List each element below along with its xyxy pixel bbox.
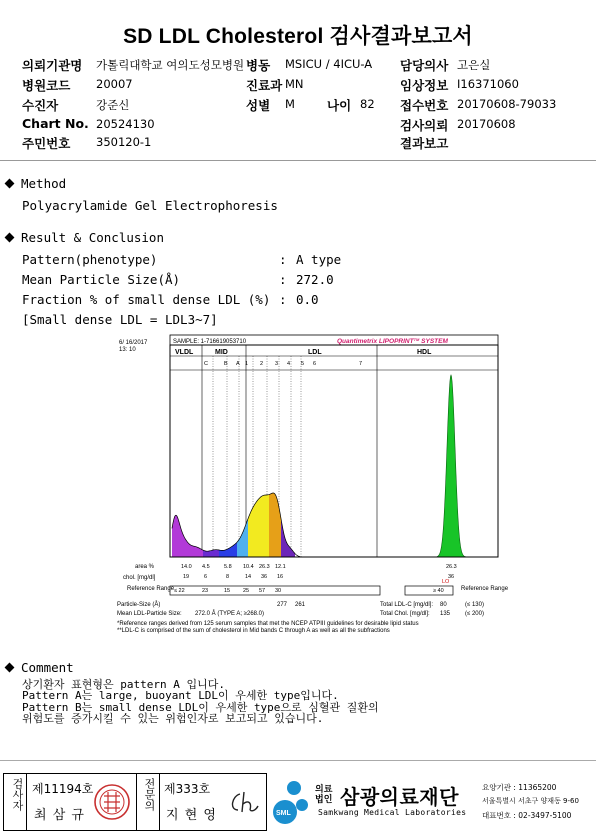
chol-value: 6 <box>204 574 208 580</box>
chol-value: 8 <box>226 574 230 580</box>
subband-label: 5 <box>301 361 305 367</box>
chart-time: 13: 10 <box>119 347 136 353</box>
specialist-label: 전문의 <box>143 778 156 811</box>
pattern-colon: : <box>279 252 287 267</box>
ward-value: MSICU / 4ICU-A <box>285 57 373 71</box>
area-value: 4.5 <box>202 564 210 570</box>
chol-flag: LO <box>442 579 450 585</box>
ldl2-peak <box>269 493 281 557</box>
chart-sample: SAMPLE: 1-716619053710 <box>173 339 247 345</box>
svg-text:SML: SML <box>276 810 291 817</box>
lipoprint-chart-svg <box>115 332 509 637</box>
particle-size-value: 272.0 <box>296 272 334 287</box>
fraction-value: 0.0 <box>296 292 319 307</box>
ref-value: ≤ 22 <box>174 588 185 594</box>
size-ldl2: 261 <box>295 602 306 608</box>
hospital-code-label: 병원코드 <box>22 78 71 93</box>
sml-logo-icon <box>272 779 310 825</box>
organization-block <box>272 777 594 829</box>
doctor-value: 고은실 <box>457 58 491 72</box>
org-code: 요양기관 : 11365200 <box>482 783 557 792</box>
bullet-diamond-icon <box>5 233 15 243</box>
receipt-value: 20170608-79033 <box>457 97 557 111</box>
footnote-1: *Reference ranges derived from 125 serum samples that met the NCEP ATPIII guidelines for desirable lipid status <box>117 621 419 627</box>
total-ldl-ref: (≤ 130) <box>465 602 484 608</box>
area-value: 10.4 <box>243 564 254 570</box>
chol-value: 14 <box>245 574 252 580</box>
area-value: 14.0 <box>181 564 192 570</box>
mid-a-peak <box>237 519 248 557</box>
specialist-name: 지 현 영 <box>166 808 217 823</box>
chol-value: 36 <box>261 574 268 580</box>
comment-line: Pattern A는 large, buoyant LDL이 우세한 type입니다. <box>22 689 339 702</box>
subband-label: B <box>224 361 228 367</box>
chol-value: 16 <box>277 574 284 580</box>
size-ldl1: 277 <box>277 602 288 608</box>
total-ldl-value: 80 <box>440 602 447 608</box>
org-phone: 대표번호 : 02-3497-5100 <box>482 811 572 820</box>
row-label-area: area % <box>135 564 155 570</box>
comment-line: 위험도를 증가시킬 수 있는 위험인자로 보고되고 있습니다. <box>22 712 324 725</box>
area-value: 12.1 <box>275 564 286 570</box>
sex-value: M <box>285 97 295 111</box>
age-label: 나이 <box>327 98 352 113</box>
method-heading: Method <box>6 176 66 191</box>
fraction-colon: : <box>279 292 287 307</box>
report-label: 결과보고 <box>400 136 449 151</box>
subband-label: C <box>204 361 208 367</box>
footer-divider <box>0 760 596 761</box>
inspector-name: 최 삼 규 <box>34 808 85 823</box>
sdldl-note: [Small dense LDL = LDL3~7] <box>22 312 218 327</box>
chart-date: 6/ 16/2017 <box>119 340 148 346</box>
request-value: 20170608 <box>457 117 516 131</box>
chart-brand: Quantimetrix LIPOPRINT™ SYSTEM <box>337 337 448 345</box>
area-value: 26.3 <box>259 564 270 570</box>
signature-icon <box>226 788 260 818</box>
method-text: Polyacrylamide Gel Electrophoresis <box>22 198 278 213</box>
patient-label: 수진자 <box>22 98 59 113</box>
dept-label: 진료과 <box>246 78 283 93</box>
subband-label: 1 <box>245 361 249 367</box>
pattern-label: Pattern(phenotype) <box>22 252 158 267</box>
subband-label: 6 <box>313 361 317 367</box>
subband-label: 4 <box>287 361 291 367</box>
bullet-diamond-icon <box>5 179 15 189</box>
ref-value: 23 <box>202 588 209 594</box>
bullet-diamond-icon <box>5 663 15 673</box>
dept-value: MN <box>285 77 304 91</box>
band-label-vldl: VLDL <box>175 349 194 356</box>
org-address: 서울특별시 서초구 양재동 9-60 <box>482 797 579 805</box>
comment-line: Pattern B는 small dense LDL이 우세한 type으로 심혈관 질환의 <box>22 701 379 714</box>
institution-value: 가톨릭대학교 여의도성모병원 <box>96 58 245 72</box>
footnote-2: **LDL-C is comprised of the sum of cholesterol in Mid bands C through A as well as all the subfractions <box>117 628 390 634</box>
signature-box <box>3 773 267 831</box>
band-label-ldl: LDL <box>308 349 322 356</box>
result-heading: Result & Conclusion <box>6 230 164 245</box>
hospital-code-value: 20007 <box>96 77 133 91</box>
subband-label: 7 <box>359 361 363 367</box>
total-chol-ref: (≤ 200) <box>465 611 484 617</box>
row-label-ref: Reference Range <box>127 586 175 592</box>
hdl-peak <box>437 375 467 557</box>
area-value: 5.8 <box>224 564 232 570</box>
ldl1-peak <box>248 495 269 557</box>
clinical-value: I16371060 <box>457 77 519 91</box>
chart-peaks <box>172 375 467 557</box>
pattern-value: A type <box>296 252 342 267</box>
org-prefix: 의료법인 <box>315 785 333 805</box>
chol-value: 36 <box>448 574 455 580</box>
resident-value: 350120-1 <box>96 135 152 149</box>
page-title: SD LDL Cholesterol 검사결과보고서 <box>123 25 473 48</box>
subband-labels <box>204 361 362 367</box>
ref-value: 25 <box>243 588 250 594</box>
vldl-peak <box>172 515 203 557</box>
inspector-seal-icon <box>92 782 132 822</box>
inspector-license: 제11194호 <box>32 782 94 796</box>
ref-value: 57 <box>259 588 266 594</box>
chol-value: 19 <box>183 574 190 580</box>
comment-heading: Comment <box>6 660 74 675</box>
org-english: Samkwang Medical Laboratories <box>318 808 467 817</box>
ref-value: 15 <box>224 588 231 594</box>
particle-size-colon: : <box>279 272 287 287</box>
clinical-label: 임상정보 <box>400 78 449 93</box>
chart-no-label: Chart No. <box>22 116 89 131</box>
institution-label: 의뢰기관명 <box>22 58 83 73</box>
specialist-license: 제333호 <box>164 782 211 796</box>
particle-size-label: Mean Particle Size(Å) <box>22 272 181 287</box>
ref-header: Reference Range <box>461 586 509 592</box>
request-label: 검사의뢰 <box>400 118 449 133</box>
age-value: 82 <box>360 97 375 111</box>
ref-value: 30 <box>275 588 282 594</box>
chol-row <box>183 574 454 580</box>
fraction-label: Fraction % of small dense LDL (%) <box>22 292 271 307</box>
ward-label: 병동 <box>246 58 271 73</box>
inspector-label: 검사자 <box>11 778 24 811</box>
area-value: 26.3 <box>446 564 457 570</box>
patient-value: 강준신 <box>96 98 130 112</box>
band-label-hdl: HDL <box>417 349 432 356</box>
doctor-label: 담당의사 <box>400 58 449 73</box>
subband-label: A <box>236 361 240 367</box>
receipt-label: 접수번호 <box>400 98 449 113</box>
total-chol-label: Total Chol. [mg/dl]: <box>380 611 430 617</box>
row-label-chol: chol. [mg/dl] <box>123 575 156 581</box>
resident-label: 주민번호 <box>22 136 71 151</box>
chart-no-value: 20524130 <box>96 117 155 131</box>
header-divider <box>0 160 596 161</box>
mean-size: 272.0 Å (TYPE A; ≥268.0) <box>195 611 264 617</box>
row-label-size: Particle-Size (Å) <box>117 602 161 608</box>
total-ldl-label: Total LDL-C [mg/dl]: <box>380 602 434 608</box>
hdl-ref-box <box>405 586 453 595</box>
total-chol-value: 135 <box>440 611 451 617</box>
ref-value: ≥ 40 <box>433 588 444 594</box>
area-row <box>181 564 457 570</box>
subband-label: 2 <box>260 361 264 367</box>
lipoprint-chart <box>115 332 509 637</box>
sex-label: 성별 <box>246 98 271 113</box>
comment-line: 상기환자 표현형은 pattern A 입니다. <box>22 678 225 691</box>
org-name: 삼광의료재단 <box>340 785 459 809</box>
ref-row <box>174 588 444 594</box>
band-label-mid: MID <box>215 349 228 356</box>
subband-label: 3 <box>275 361 279 367</box>
row-label-mean: Mean LDL-Particle Size: <box>117 611 182 617</box>
